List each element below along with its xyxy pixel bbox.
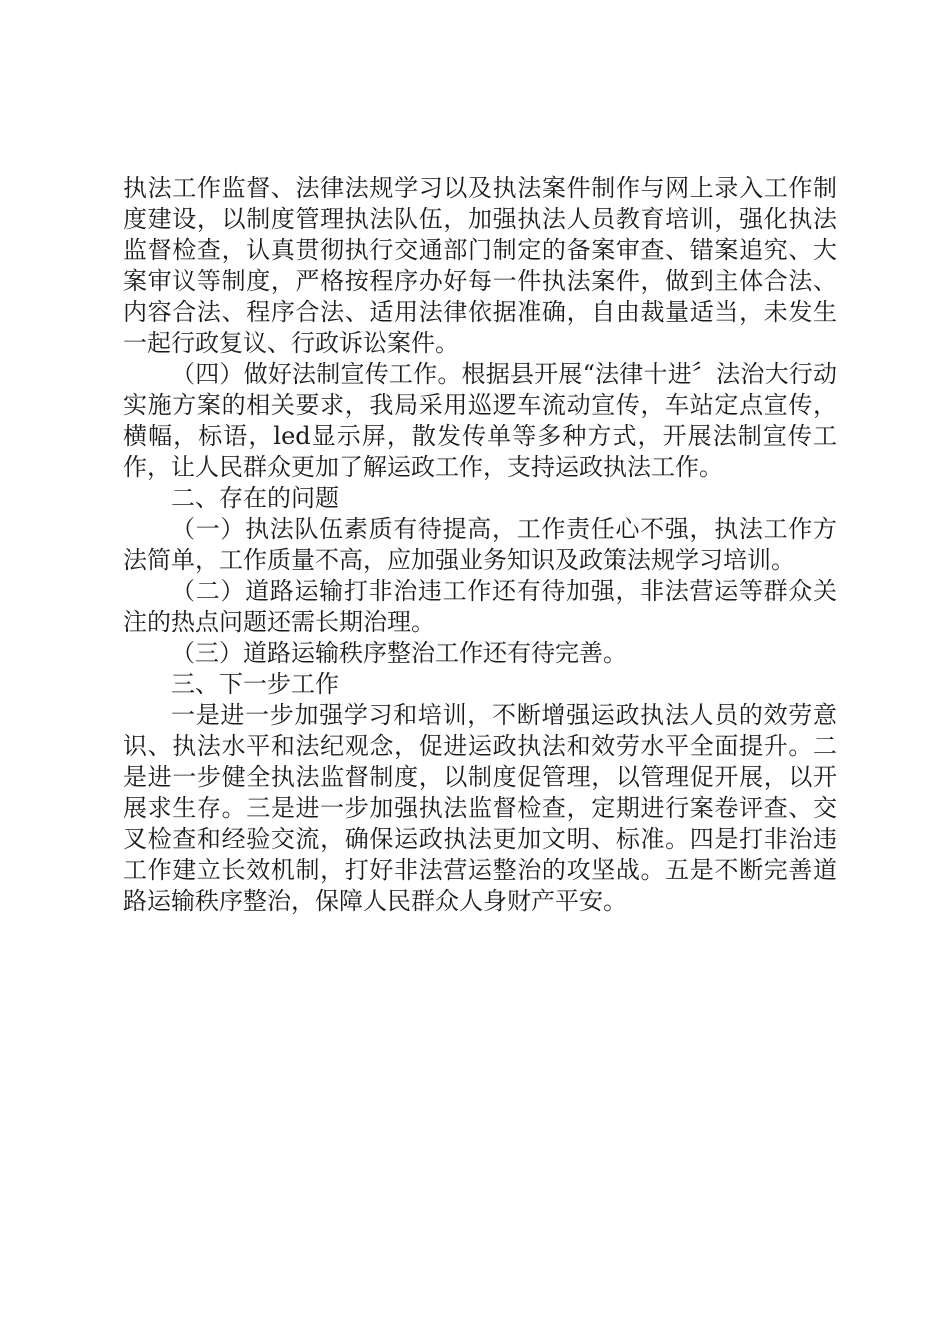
paragraph-legal-publicity: （四）做好法制宣传工作。根据县开展“法律十进〞法治大行动实施方案的相关要求，我局采用巡逻车流动宣传，车站定点宣传，横幅，标语，led显示屏，散发传单等多种方式，开展法制宣传工作，让人民群众更加了解运政工作，支持运政执法工作。 — [123, 360, 837, 481]
paragraph-continuation: 执法工作监督、法律法规学习以及执法案件制作与网上录入工作制度建设，以制度管理执法队伍，加强执法人员教育培训，强化执法监督检查，认真贯彻执行交通部门制定的备案审查、错案追究、大案审议等制度，严格按程序办好每一件执法案件，做到主体合法、内容合法、程序合法、适用法律依据准确，自由裁量适当，未发生一起行政复议、行政诉讼案件。 — [123, 174, 837, 357]
paragraph-problem-2: （二）道路运输打非治违工作还有待加强，非法营运等群众关注的热点问题还需长期治理。 — [123, 577, 837, 636]
document-body — [123, 173, 837, 917]
paragraph-problem-1: （一）执法队伍素质有待提高，工作责任心不强，执法工作方法简单，工作质量不高，应加强业务知识及政策法规学习培训。 — [123, 515, 837, 574]
paragraph-next-steps: 一是进一步加强学习和培训，不断增强运政执法人员的效劳意识、执法水平和法纪观念，促进运政执法和效劳水平全面提升。二是进一步健全执法监督制度，以制度促管理，以管理促开展，以开展求生存。三是进一步加强执法监督检查，定期进行案卷评查、交叉检查和经验交流，确保运政执法更加文明、标准。四是打非治违工作建立长效机制，打好非法营运整治的攻坚战。五是不断完善道路运输秩序整治，保障人民群众人身财产平安。 — [123, 701, 837, 915]
section-heading-problems: 二、存在的问题 — [171, 484, 339, 512]
paragraph-problem-3: （三）道路运输秩序整治工作还有待完善。 — [171, 639, 627, 667]
section-heading-next-steps: 三、下一步工作 — [171, 670, 339, 698]
